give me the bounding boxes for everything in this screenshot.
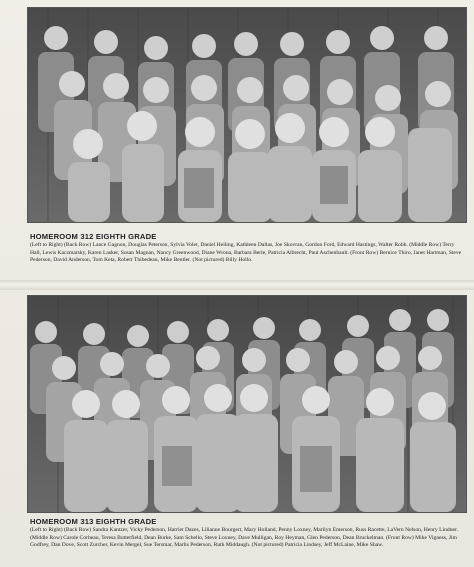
homeroom-313-class-photo — [28, 296, 466, 512]
homeroom-313-title: HOMEROOM 313 EIGHTH GRADE — [30, 517, 157, 526]
homeroom-312-class-photo — [28, 8, 466, 222]
homeroom-312-title: HOMEROOM 312 EIGHTH GRADE — [30, 232, 157, 241]
homeroom-313-student-names: (Left to Right) (Back Row) Sandra Kantzer, Vicky Pederson, Harriet Dazes, Lilianne Bourgert, Mary Holland, Penny Loxney, Marilyn Emerson, Russ Racette, LaVern Nelson, Henry Lindner. (Middle Row) Carole Corbeau, Teresa Butterfield, Dean Burke, Sam Schello, Steve Loxney, Dave Mulligan, Roy Heyman, Glen Pederson, Dean Bruckelman. (Front Row) Mike Vigness, Jim Godfrey, Dan Dove, Scott Zurcher, Kevin Mergel, Sue Tersmar, Marlis Pederson, Ruth Middaugh. (Not pictured) Patricia Lindsey, Jeff McLaine, Mike Shaw. — [30, 527, 458, 549]
page-fold — [0, 280, 474, 290]
homeroom-312-student-names: (Left to Right) (Back Row) Lance Gagnon, Douglas Peterson, Sylvia Volet, Daniel Heiling, Kathleen Dallas, Joe Skovran, Gordon Ford, Edward Hastings, Walter Robb. (Middle Row) Terry Hall, Lewis Kaczmarsky, Karen Lasker, Susan Magnan, Nancy Greenwood, Diane Wrona, Barbara Berle, Patricia Albrecht, Paul Aschenbault. (Front Row) Bernice Thiro, Janet Hartman, Steve Pederson, David Anderson, Tom Keta, Robert Thibedeau, Mike Bentler. (Not pictured) Billy Hollo. — [30, 242, 462, 264]
homeroom-313-caption — [30, 517, 466, 550]
homeroom-312-caption — [30, 232, 466, 265]
homeroom-313-photo-image — [28, 296, 466, 512]
homeroom-312-photo-image — [28, 8, 466, 222]
